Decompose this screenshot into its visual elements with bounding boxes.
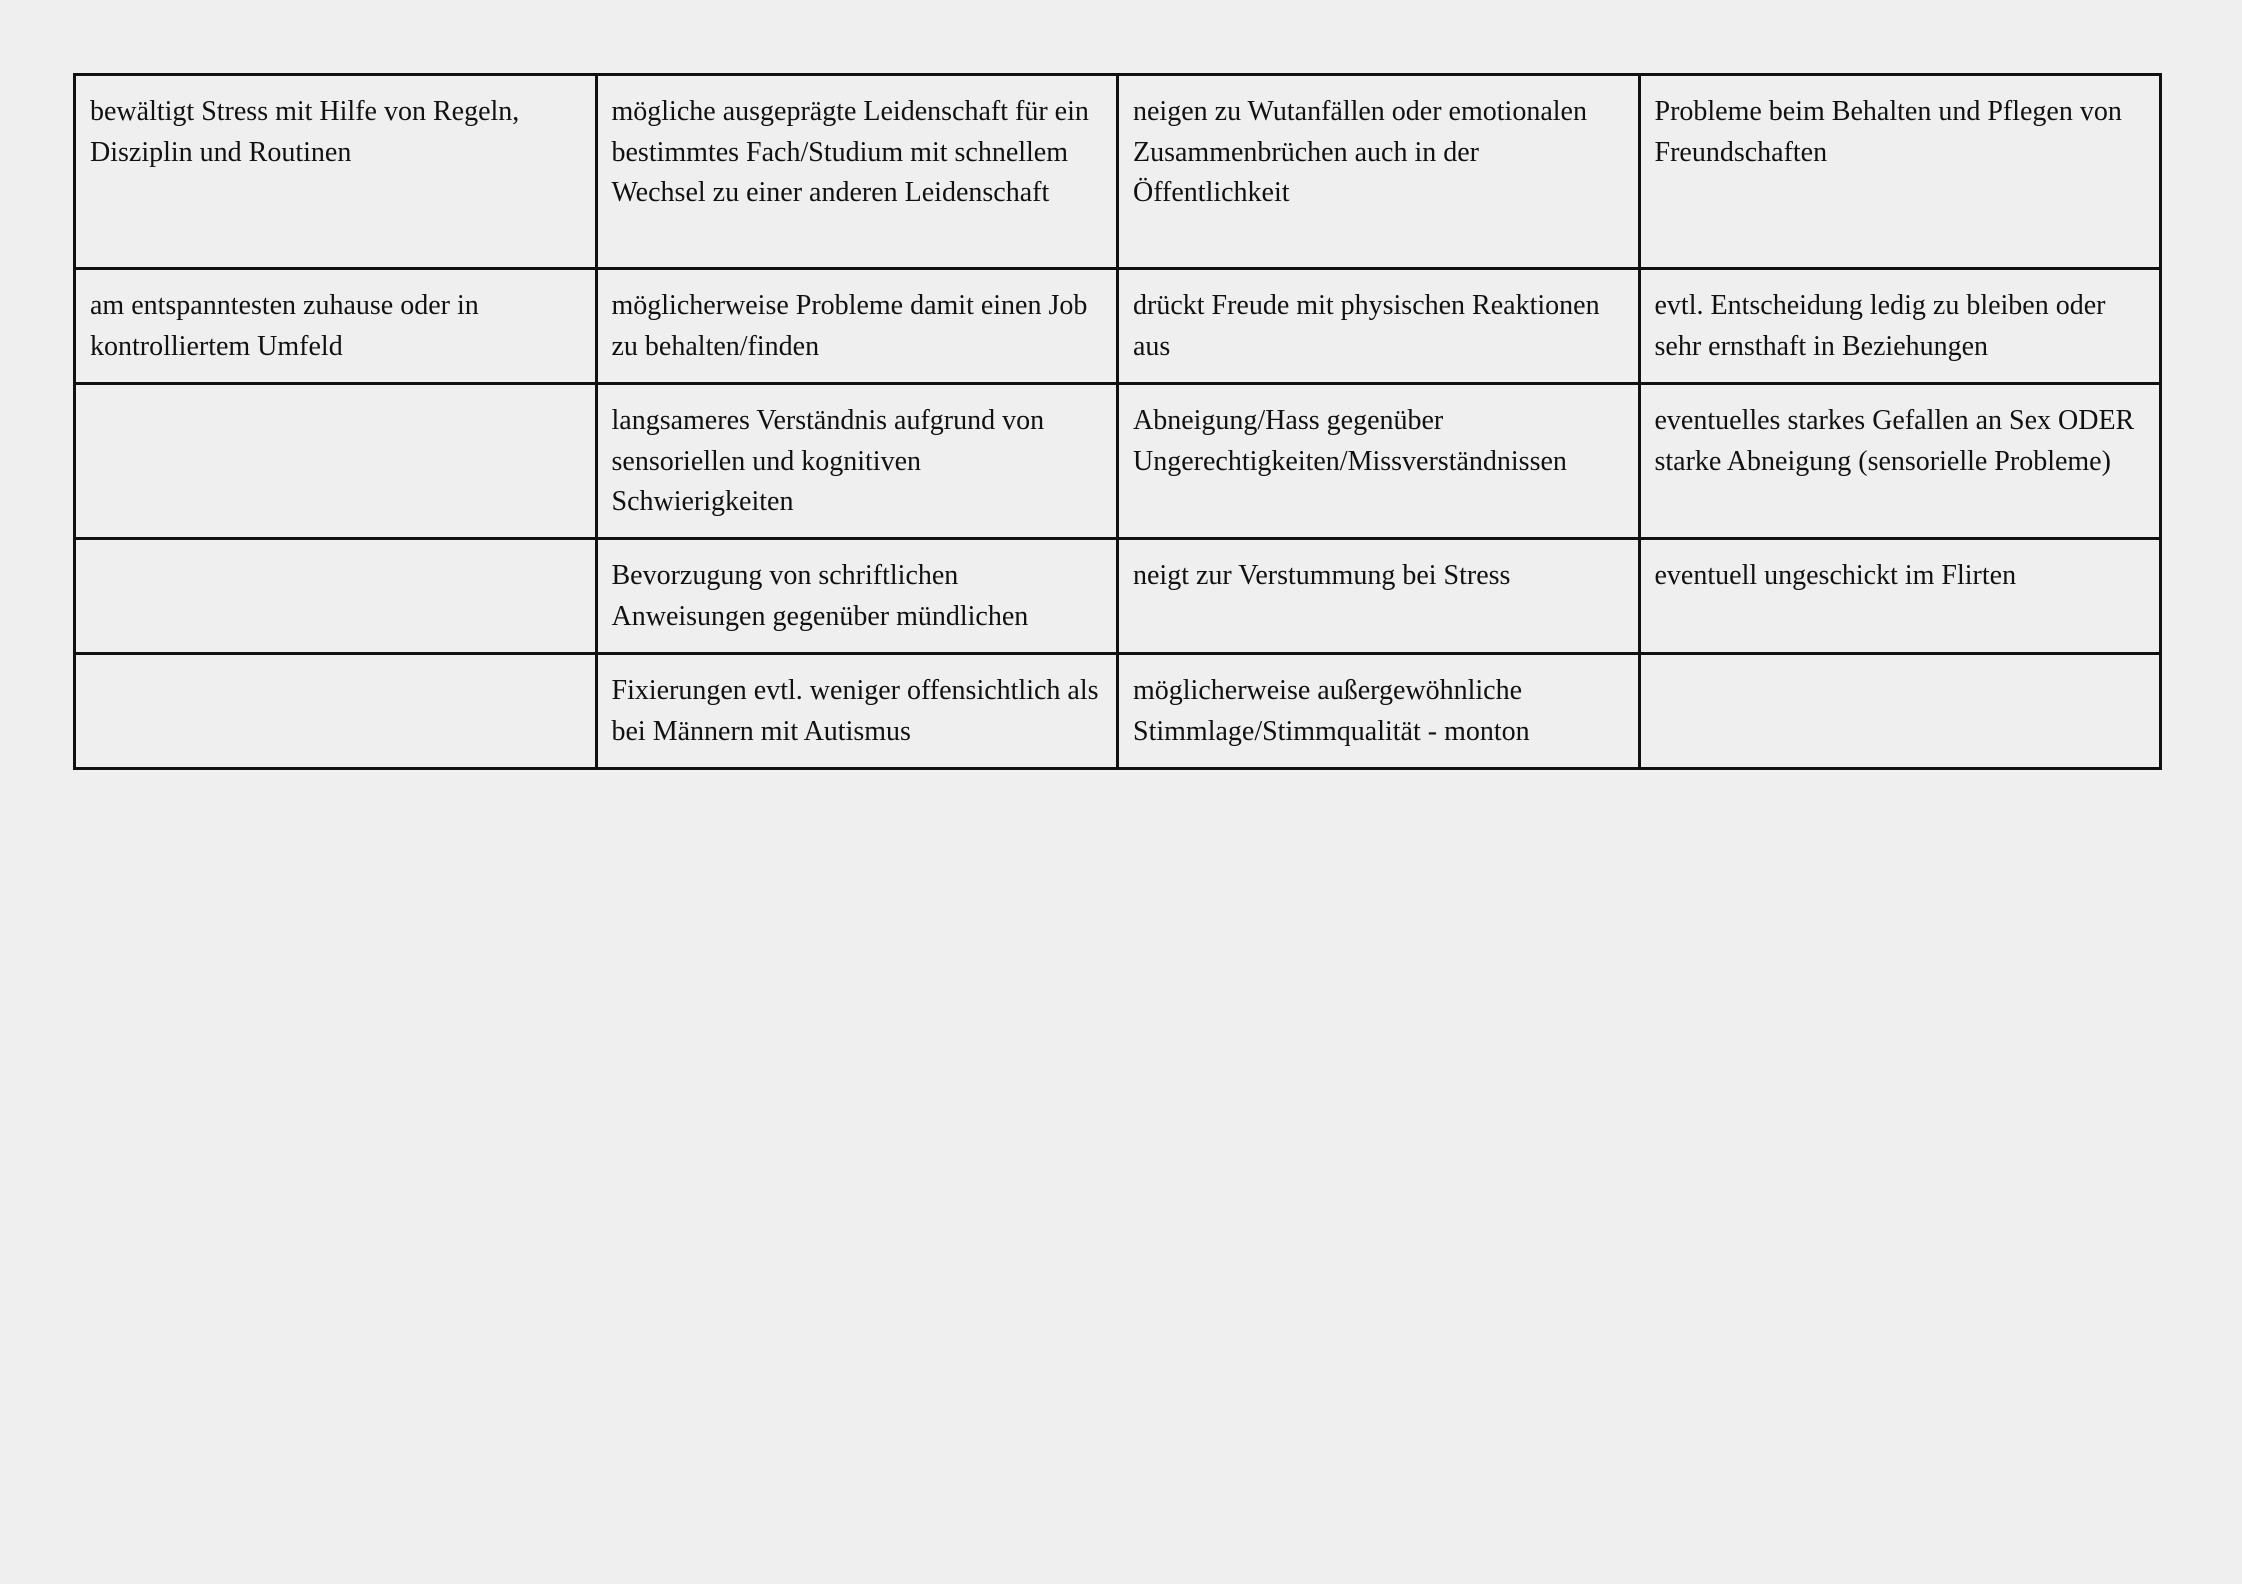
table-cell: evtl. Entscheidung ledig zu bleiben oder sehr ernsthaft in Beziehungen — [1639, 269, 2161, 384]
table-row — [75, 384, 2161, 539]
table-row — [75, 539, 2161, 654]
table-cell: drückt Freude mit physischen Reaktionen aus — [1118, 269, 1640, 384]
table-cell — [1639, 654, 2161, 769]
table-cell: eventuelles starkes Gefallen an Sex ODER starke Abneigung (sensorielle Probleme) — [1639, 384, 2161, 539]
table-cell: möglicherweise Probleme damit einen Job zu behalten/finden — [596, 269, 1118, 384]
table-cell — [75, 384, 597, 539]
table-row — [75, 75, 2161, 269]
table-cell: langsameres Verständnis aufgrund von sensoriellen und kognitiven Schwierigkeiten — [596, 384, 1118, 539]
table-cell: neigen zu Wutanfällen oder emotionalen Zusammenbrüchen auch in der Öffentlichkeit — [1118, 75, 1640, 269]
table-row — [75, 269, 2161, 384]
table-cell: eventuell ungeschickt im Flirten — [1639, 539, 2161, 654]
table-cell — [75, 539, 597, 654]
traits-table — [73, 73, 2162, 770]
table-cell: mögliche ausgeprägte Leidenschaft für ein bestimmtes Fach/Studium mit schnellem Wechsel zu einer anderen Leidenschaft — [596, 75, 1118, 269]
table-cell: neigt zur Verstummung bei Stress — [1118, 539, 1640, 654]
table-cell: Bevorzugung von schriftlichen Anweisungen gegenüber mündlichen — [596, 539, 1118, 654]
table-row — [75, 654, 2161, 769]
table-cell: Probleme beim Behalten und Pflegen von Freundschaften — [1639, 75, 2161, 269]
table-cell: am entspanntesten zuhause oder in kontrolliertem Umfeld — [75, 269, 597, 384]
table-cell: Fixierungen evtl. weniger offensichtlich als bei Männern mit Autismus — [596, 654, 1118, 769]
table-cell — [75, 654, 597, 769]
table-cell: bewältigt Stress mit Hilfe von Regeln, Disziplin und Routinen — [75, 75, 597, 269]
table-cell: Abneigung/Hass gegenüber Ungerechtigkeiten/Missverständnissen — [1118, 384, 1640, 539]
table-cell: möglicherweise außergewöhnliche Stimmlage/Stimmqualität - monton — [1118, 654, 1640, 769]
